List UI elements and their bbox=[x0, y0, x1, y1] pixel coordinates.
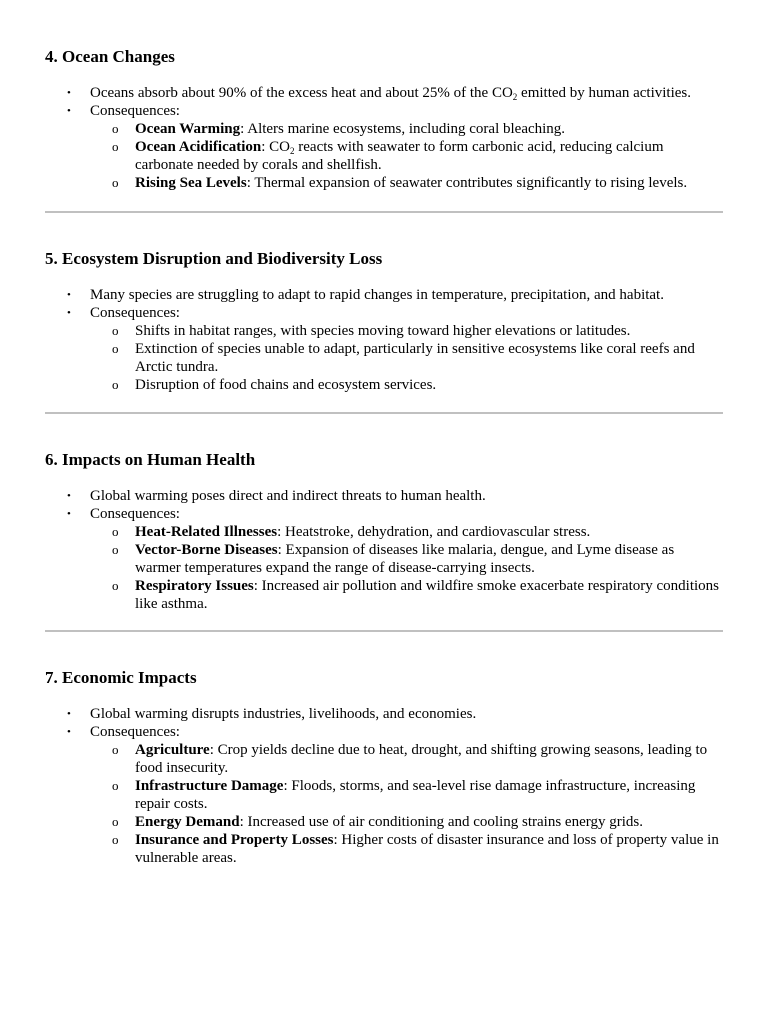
term: Heat-Related Illnesses bbox=[135, 524, 278, 540]
circle-bullet-icon: o bbox=[112, 578, 119, 593]
term-description: reacts with seawater to form carbonic acid, reducing calcium carbonate needed by corals and shellfish. bbox=[135, 139, 664, 173]
section-economic-impacts bbox=[45, 668, 723, 867]
bullet-icon: • bbox=[67, 508, 71, 520]
term: Rising Sea Levels bbox=[135, 175, 247, 191]
term-description: : Crop yields decline due to heat, drought, and shifting growing seasons, leading to food insecurity. bbox=[135, 742, 708, 776]
bullet-icon: • bbox=[67, 289, 71, 301]
sub-list-item bbox=[90, 523, 723, 541]
term-description: : Higher costs of disaster insurance and loss of property value in vulnerable areas. bbox=[135, 832, 719, 866]
list-item-text: Consequences: bbox=[90, 724, 180, 740]
circle-bullet-icon: o bbox=[112, 377, 119, 392]
sub-list bbox=[90, 741, 723, 867]
list-item bbox=[45, 84, 723, 102]
term-description: : Heatstroke, dehydration, and cardiovascular stress. bbox=[277, 524, 591, 540]
section-heading: 7. Economic Impacts bbox=[45, 668, 197, 687]
list-item bbox=[45, 505, 723, 613]
term-description: : Alters marine ecosystems, including coral bleaching. bbox=[240, 121, 566, 137]
sub-list-item bbox=[90, 138, 723, 174]
circle-bullet-icon: o bbox=[112, 175, 119, 190]
bullet-icon: • bbox=[67, 490, 71, 502]
list-item bbox=[45, 304, 723, 394]
list-item-text: Consequences: bbox=[90, 305, 180, 321]
term-description: : CO bbox=[261, 139, 291, 155]
term: Insurance and Property Losses bbox=[135, 832, 334, 848]
section-ecosystem-disruption bbox=[45, 249, 723, 394]
term-description: : Thermal expansion of seawater contributes significantly to rising levels. bbox=[246, 175, 688, 191]
sub-list-item bbox=[90, 120, 723, 138]
term: Vector-Borne Diseases bbox=[135, 542, 278, 558]
circle-bullet-icon: o bbox=[112, 542, 119, 557]
bullet-list bbox=[45, 705, 723, 867]
circle-bullet-icon: o bbox=[112, 524, 119, 539]
section-heading: 5. Ecosystem Disruption and Biodiversity Loss bbox=[45, 249, 383, 268]
list-item bbox=[45, 102, 723, 192]
term: Energy Demand bbox=[135, 814, 240, 830]
circle-bullet-icon: o bbox=[112, 814, 119, 829]
list-item bbox=[45, 723, 723, 867]
term-description: : Floods, storms, and sea-level rise damage infrastructure, increasing repair costs. bbox=[135, 778, 696, 812]
term: Ocean Acidification bbox=[135, 139, 262, 155]
sub-list-item bbox=[90, 831, 723, 867]
list-item bbox=[45, 286, 723, 304]
divider bbox=[45, 630, 723, 632]
sub-list-item bbox=[90, 174, 723, 192]
term-description: : Increased use of air conditioning and cooling strains energy grids. bbox=[239, 814, 643, 830]
sub-list-item bbox=[90, 376, 723, 394]
sub-list-item-text: Disruption of food chains and ecosystem services. bbox=[135, 377, 437, 393]
term-description: : Increased air pollution and wildfire smoke exacerbate respiratory conditions like asthma. bbox=[135, 578, 719, 612]
circle-bullet-icon: o bbox=[112, 742, 119, 757]
sub-list-item-text: Shifts in habitat ranges, with species moving toward higher elevations or latitudes. bbox=[135, 323, 631, 339]
bullet-icon: • bbox=[67, 105, 71, 117]
sub-list-item bbox=[90, 322, 723, 340]
list-item-text: Many species are struggling to adapt to rapid changes in temperature, precipitation, and habitat. bbox=[90, 287, 664, 303]
term: Agriculture bbox=[135, 742, 210, 758]
bullet-icon: • bbox=[67, 87, 71, 99]
sub-list-item bbox=[90, 577, 723, 613]
sub-list-item bbox=[90, 541, 723, 577]
list-item bbox=[45, 705, 723, 723]
sub-list-item bbox=[90, 340, 723, 376]
circle-bullet-icon: o bbox=[112, 139, 119, 154]
sub-list bbox=[90, 322, 723, 394]
circle-bullet-icon: o bbox=[112, 341, 119, 356]
circle-bullet-icon: o bbox=[112, 323, 119, 338]
subscript: 2 bbox=[290, 146, 295, 156]
list-item-text: Consequences: bbox=[90, 103, 180, 119]
list-item-text: Global warming disrupts industries, livelihoods, and economies. bbox=[90, 706, 477, 722]
bullet-icon: • bbox=[67, 708, 71, 720]
section-heading: 6. Impacts on Human Health bbox=[45, 450, 256, 469]
sub-list bbox=[90, 523, 723, 613]
section-ocean-changes bbox=[45, 47, 723, 192]
divider bbox=[45, 211, 723, 213]
subscript: 2 bbox=[512, 92, 518, 102]
list-item-text: Global warming poses direct and indirect threats to human health. bbox=[90, 488, 486, 504]
circle-bullet-icon: o bbox=[112, 121, 119, 136]
circle-bullet-icon: o bbox=[112, 778, 119, 793]
sub-list-item bbox=[90, 813, 723, 831]
bullet-list bbox=[45, 286, 723, 394]
sub-list-item-text: Extinction of species unable to adapt, particularly in sensitive ecosystems like coral reefs and Arctic tundra. bbox=[135, 341, 695, 375]
circle-bullet-icon: o bbox=[112, 832, 119, 847]
sub-list bbox=[90, 120, 723, 192]
list-item-text: Oceans absorb about 90% of the excess heat and about 25% of the CO bbox=[90, 85, 513, 101]
section-human-health bbox=[45, 450, 723, 613]
sub-list-item bbox=[90, 741, 723, 777]
term-description: : Expansion of diseases like malaria, dengue, and Lyme disease as warmer temperatures expand the range of disease-carrying insects. bbox=[135, 542, 675, 576]
bullet-list bbox=[45, 84, 723, 192]
list-item-text: Consequences: bbox=[90, 506, 180, 522]
term: Infrastructure Damage bbox=[135, 778, 284, 794]
term: Ocean Warming bbox=[135, 121, 241, 137]
bullet-list bbox=[45, 487, 723, 613]
bullet-icon: • bbox=[67, 307, 71, 319]
term: Respiratory Issues bbox=[135, 578, 254, 594]
sub-list-item bbox=[90, 777, 723, 813]
bullet-icon: • bbox=[67, 726, 71, 738]
list-item bbox=[45, 487, 723, 505]
section-heading: 4. Ocean Changes bbox=[45, 47, 175, 66]
list-item-text: emitted by human activities. bbox=[517, 85, 692, 101]
divider bbox=[45, 412, 723, 414]
